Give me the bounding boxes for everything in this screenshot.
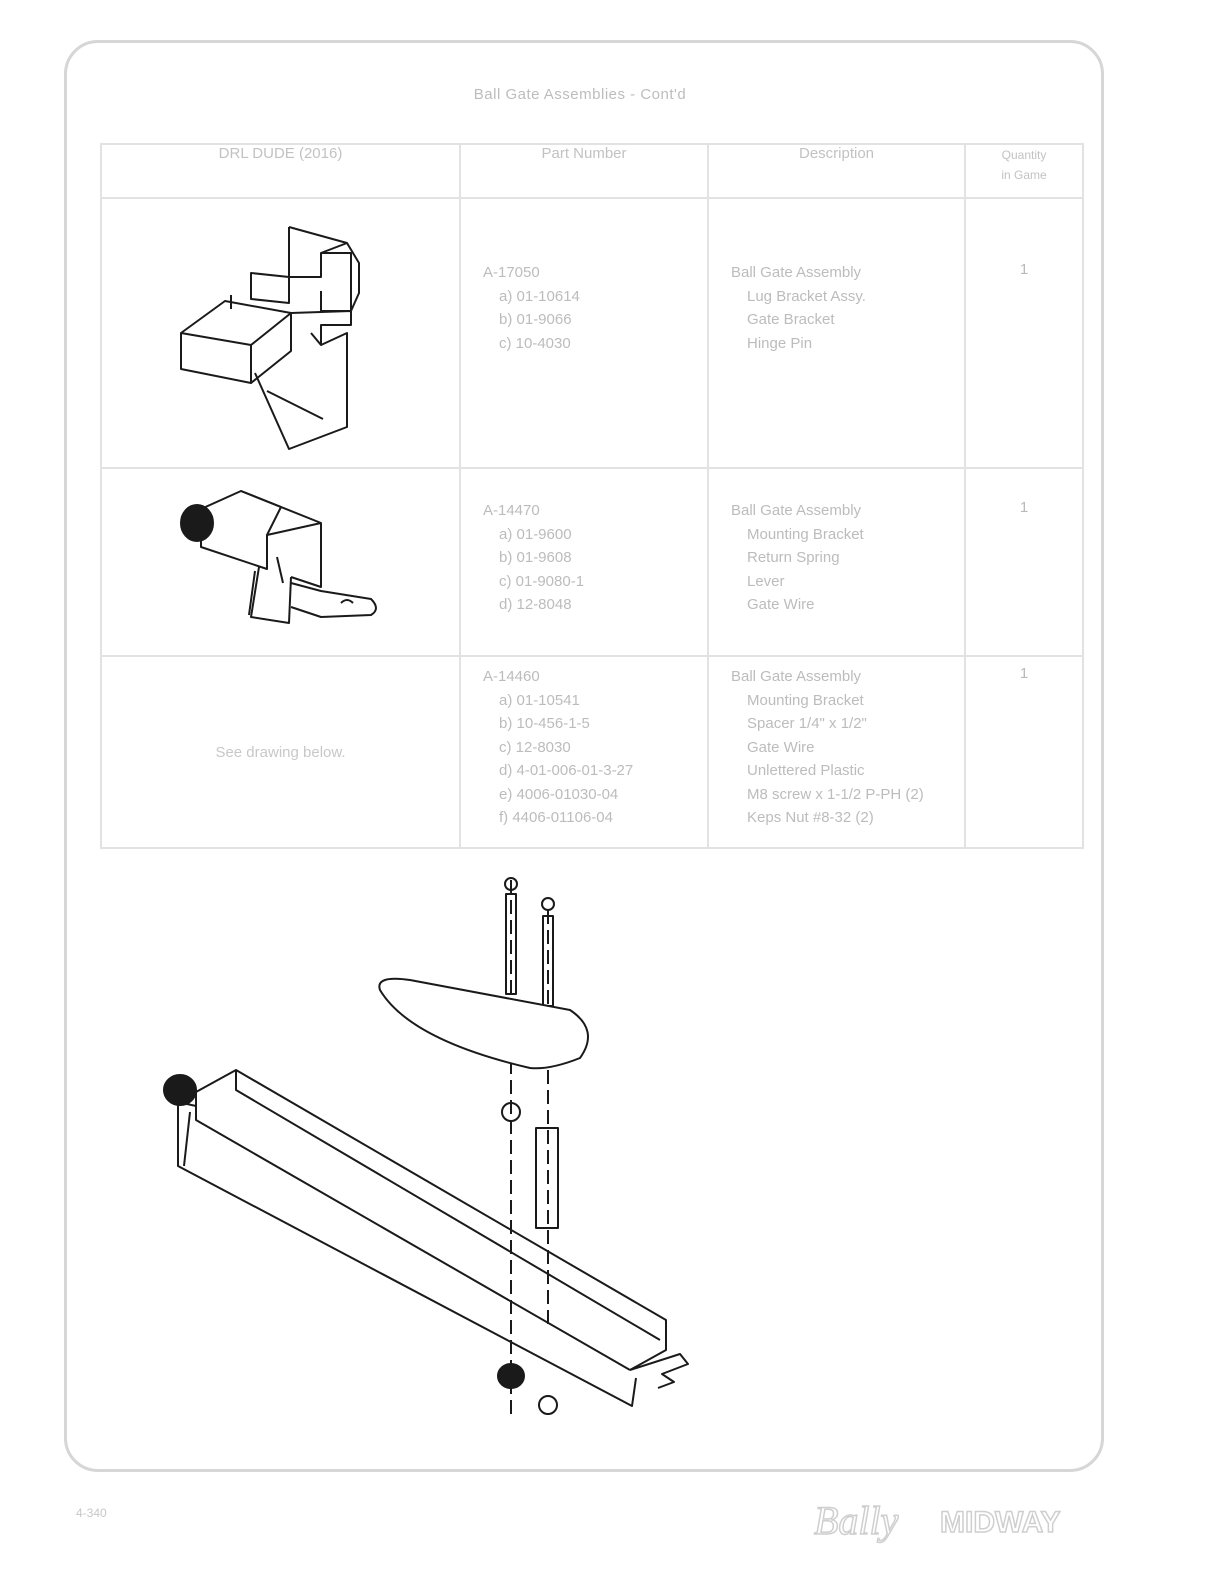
description-sub: Lever xyxy=(747,572,785,590)
description-main: Ball Gate Assembly xyxy=(731,502,862,519)
part-number-sub: d) 4-01-006-01-3-27 xyxy=(499,762,634,779)
parts-table xyxy=(100,143,1084,849)
description-sub: Lug Bracket Assy. xyxy=(747,287,866,305)
part-number-sub: b) 10-456-1-5 xyxy=(499,715,590,732)
description-sub: Gate Wire xyxy=(747,738,815,756)
description-sub: Keps Nut #8-32 (2) xyxy=(747,809,874,826)
description-sub: Mounting Bracket xyxy=(747,691,864,709)
part-number-sub: c) 12-8030 xyxy=(499,738,571,756)
part-number-main: A-14470 xyxy=(483,502,540,519)
header-quantity-line2: in Game xyxy=(1001,168,1047,182)
header-quantity-line1: Quantity xyxy=(1001,148,1047,162)
description-main: Ball Gate Assembly xyxy=(731,668,862,685)
description-sub: Unlettered Plastic xyxy=(747,762,865,779)
quantity-value: 1 xyxy=(1019,499,1029,516)
table-row xyxy=(101,468,1083,656)
part-illustration-cell xyxy=(101,656,460,848)
quantity-value: 1 xyxy=(1019,665,1029,682)
part-number-cell xyxy=(460,468,708,656)
page-code: 4-340 xyxy=(76,1506,107,1520)
quantity-cell xyxy=(965,198,1083,468)
part-number-sub: a) 01-9600 xyxy=(499,525,572,543)
description-sub: Mounting Bracket xyxy=(747,525,864,543)
description-cell xyxy=(708,198,965,468)
description-sub: Hinge Pin xyxy=(747,334,813,352)
svg-text:Bally: Bally xyxy=(814,1498,899,1543)
description-cell xyxy=(708,656,965,848)
description-sub: M8 screw x 1-1/2 P-PH (2) xyxy=(747,785,924,803)
header-model: DRL DUDE (2016) xyxy=(101,144,460,198)
part-number-sub: a) 01-10614 xyxy=(499,287,580,305)
description-cell xyxy=(708,468,965,656)
see-drawing-note: See drawing below. xyxy=(215,743,346,761)
header-part-number: Part Number xyxy=(460,144,708,198)
exploded-ball-gate-drawing xyxy=(150,870,710,1430)
bally-midway-logo xyxy=(810,1490,1100,1550)
part-number-sub: d) 12-8048 xyxy=(499,596,572,613)
header-quantity xyxy=(965,144,1083,198)
quantity-value: 1 xyxy=(1019,261,1029,278)
part-number-main: A-14460 xyxy=(483,668,540,685)
quantity-cell xyxy=(965,656,1083,848)
part-number-sub: b) 01-9066 xyxy=(499,311,572,328)
part-number-cell xyxy=(460,198,708,468)
description-main: Ball Gate Assembly xyxy=(731,264,862,281)
part-number-sub: a) 01-10541 xyxy=(499,691,580,709)
part-number-main: A-17050 xyxy=(483,264,540,281)
part-number-sub: f) 4406-01106-04 xyxy=(499,809,613,826)
part-illustration-cell xyxy=(101,198,460,468)
description-sub: Gate Bracket xyxy=(747,311,835,328)
part-number-sub: e) 4006-01030-04 xyxy=(499,785,619,803)
part-number-cell xyxy=(460,656,708,848)
page-title: Ball Gate Assemblies - Cont'd xyxy=(473,86,687,103)
svg-text:MIDWAY: MIDWAY xyxy=(940,1506,1061,1539)
description-sub: Spacer 1/4" x 1/2" xyxy=(747,715,867,732)
table-row xyxy=(101,656,1083,848)
part-number-sub: c) 10-4030 xyxy=(499,334,571,352)
description-sub: Return Spring xyxy=(747,549,840,566)
part-illustration-cell xyxy=(101,468,460,656)
description-sub: Gate Wire xyxy=(747,596,815,613)
ball-gate-drawing-1 xyxy=(171,213,391,453)
header-description: Description xyxy=(708,144,965,198)
ball-gate-drawing-2 xyxy=(171,487,391,637)
table-row xyxy=(101,198,1083,468)
part-number-sub: b) 01-9608 xyxy=(499,549,572,566)
part-number-sub: c) 01-9080-1 xyxy=(499,572,585,590)
quantity-cell xyxy=(965,468,1083,656)
